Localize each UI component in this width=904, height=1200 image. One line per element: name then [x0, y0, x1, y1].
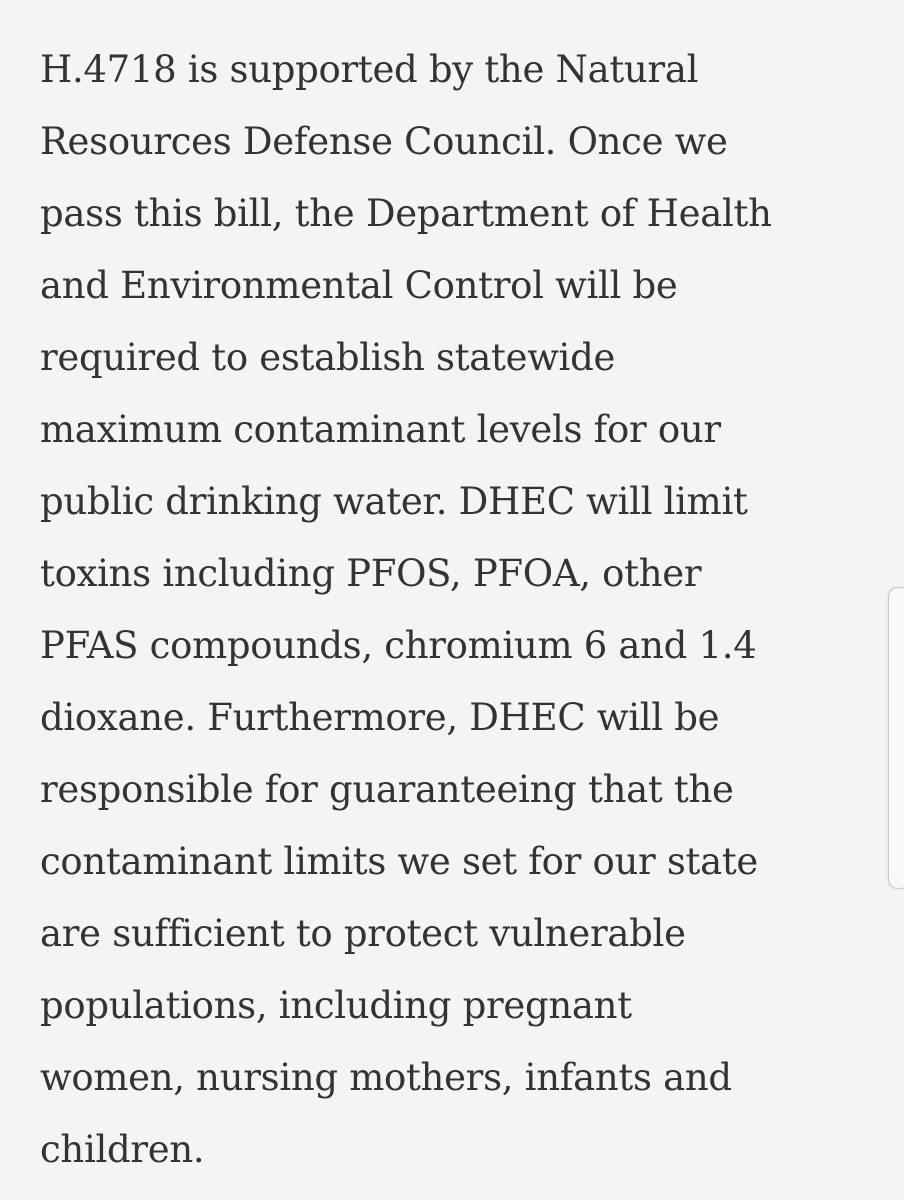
paragraph-line: pass this bill, the Department of Health — [40, 192, 772, 235]
paragraph-line: children. — [40, 1128, 205, 1171]
paragraph-line: required to establish statewide — [40, 336, 616, 379]
paragraph-line: women, nursing mothers, infants and — [40, 1056, 732, 1099]
paragraph-line: are sufficient to protect vulnerable — [40, 912, 686, 955]
scrollbar-handle[interactable] — [888, 587, 904, 889]
paragraph-line: and Environmental Control will be — [40, 264, 678, 307]
paragraph-line: responsible for guaranteeing that the — [40, 768, 734, 811]
paragraph-line: PFAS compounds, chromium 6 and 1.4 — [40, 624, 757, 667]
paragraph-line: toxins including PFOS, PFOA, other — [40, 552, 702, 595]
paragraph-line: public drinking water. DHEC will limit — [40, 480, 748, 523]
paragraph-line: maximum contaminant levels for our — [40, 408, 721, 451]
paragraph-line: dioxane. Furthermore, DHEC will be — [40, 696, 720, 739]
article-body — [40, 34, 880, 1186]
paragraph-line: Resources Defense Council. Once we — [40, 120, 728, 163]
article-paragraph — [40, 34, 880, 1186]
paragraph-line: contaminant limits we set for our state — [40, 840, 759, 883]
paragraph-line: H.4718 is supported by the Natural — [40, 48, 699, 91]
paragraph-line: populations, including pregnant — [40, 984, 632, 1027]
